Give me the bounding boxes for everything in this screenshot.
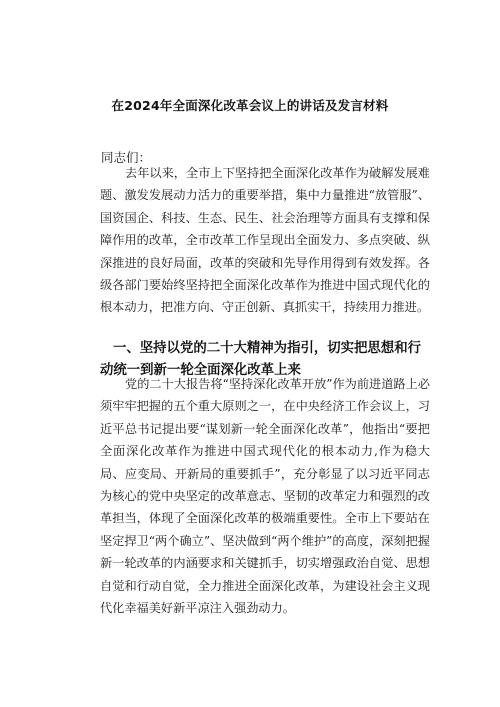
- section-heading-1: 一、坚持以党的二十大精神为指引，切实把思想和行动统一到新一轮全面深化改革上来: [100, 341, 421, 378]
- salutation: 同志们：: [101, 150, 152, 165]
- document-title: 在2024年全面深化改革会议上的讲话及发言材料: [111, 98, 389, 113]
- paragraph-1: 去年以来，全市上下坚持把全面深化改革作为破解发展难题、激发发展动力活力的重要举措，集中力量推进“放管服”、国资国企、科技、生态、民生、社会治理等方面具有支撑和保障作用的改革，全市改革工作呈现出全面发力、多点突破、纵深推进的良好局面，改革的突破和先导作用得到有效发挥。各级各部门要始终坚持把全面深化改革作为推进中国式现代化的根本动力，把准方向、守正创新、真抓实干，持续用力推进。: [100, 166, 430, 315]
- paragraph-2: 党的二十大报告将“坚持深化改革开放”作为前进道路上必须牢牢把握的五个重大原则之一，在中央经济工作会议上，习近平总书记提出要“谋划新一轮全面深化改革”，他指出“要把全面深化改革作为推进中国式现代化的根本动力,作为稳大局、应变局、开新局的重要抓手”，充分彰显了以习近平同志为核心的党中央坚定的改革意志、坚韧的改革定力和强烈的改革担当，体现了全面深化改革的极端重要性。全市上下要站在坚定捍卫“两个确立”、坚决做到“两个维护”的高度，深刻把握新一轮改革的内涵要求和关键抓手，切实增强政治自觉、思想自觉和行动自觉，全力推进全面深化改革，为建设社会主义现代化幸福美好新平凉注入强劲动力。: [100, 377, 430, 616]
